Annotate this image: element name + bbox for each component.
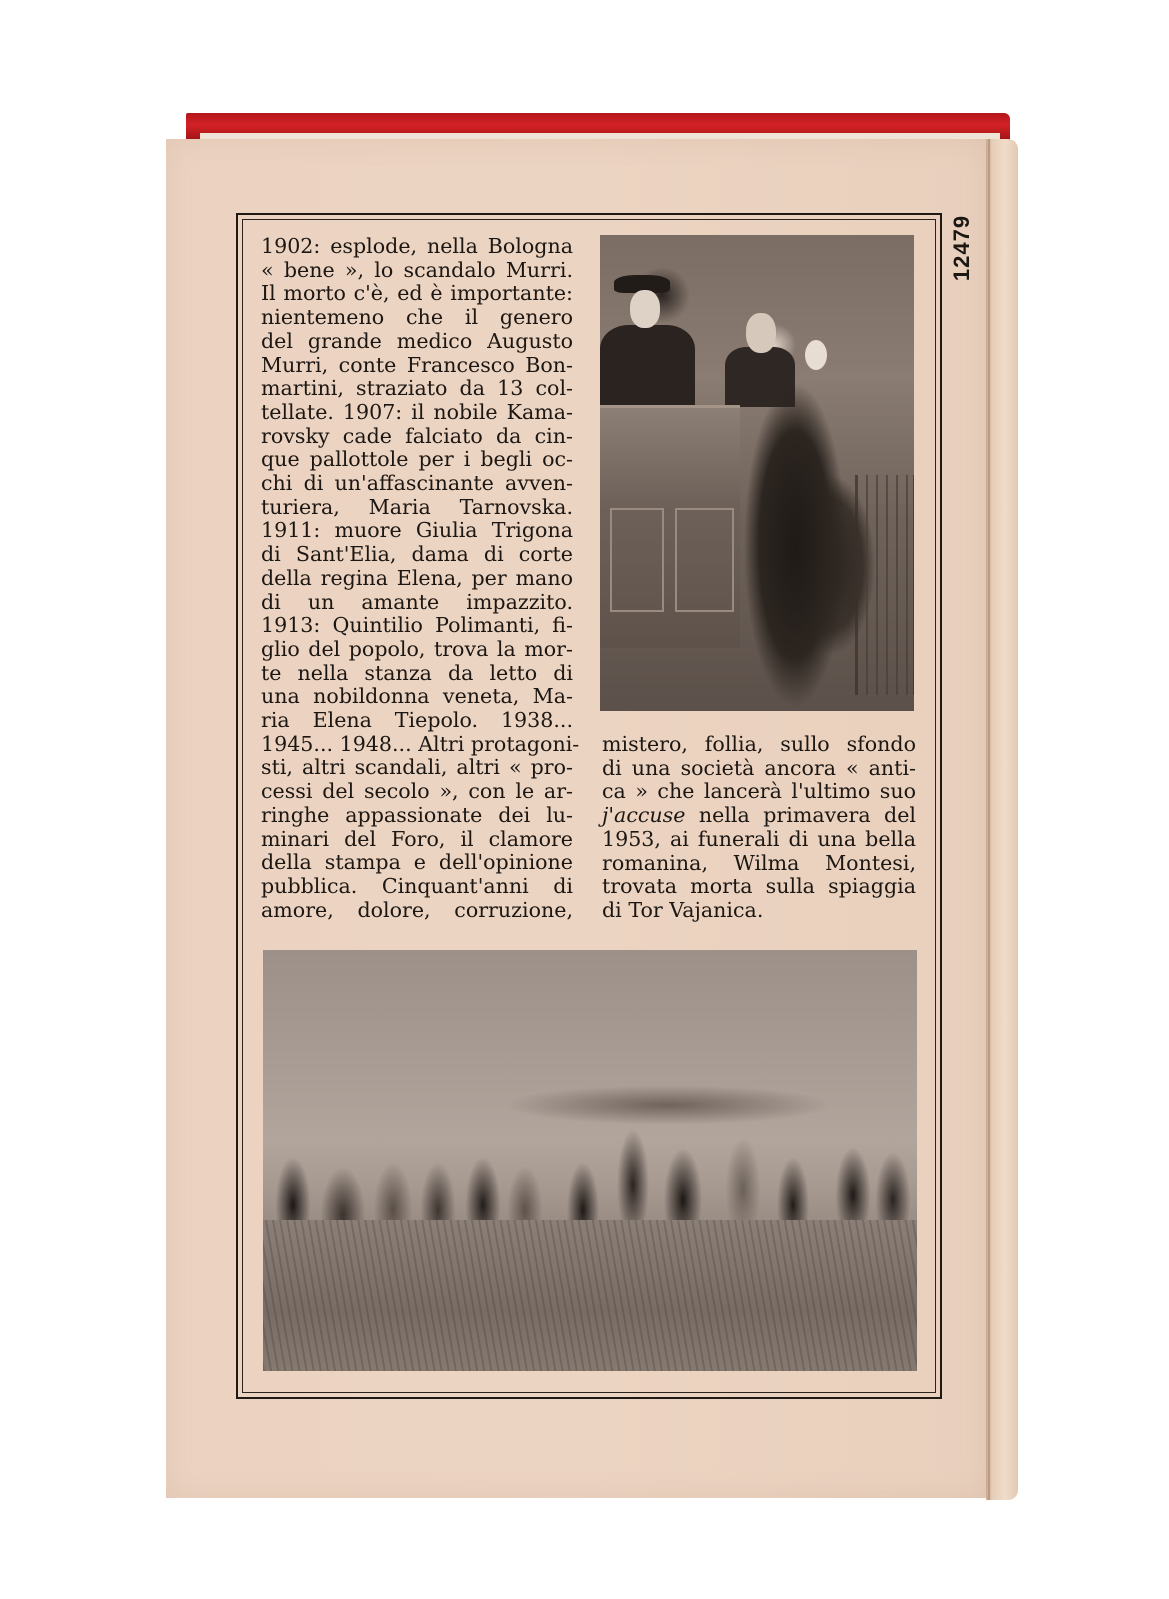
blurb-line: 1902: esplode, nella Bologna: [261, 234, 573, 258]
blurb-line: chi di un'affascinante avven-: [261, 471, 573, 496]
judge-figure: [600, 325, 695, 405]
blurb-line: que pallottole per i begli oc-: [261, 447, 573, 472]
blurb-line: Murri, conte Francesco Bon-: [261, 352, 573, 377]
blurb-line: ria Elena Tiepolo. 1938...: [261, 708, 573, 733]
bench-panel: [675, 508, 734, 612]
blurb-line: cessi del secolo », con le ar-: [261, 779, 573, 804]
blurb-line: tellate. 1907: il nobile Kama-: [261, 399, 573, 424]
catalog-number: 12479: [949, 214, 974, 282]
blurb-line: nientemeno che il genero: [261, 305, 573, 330]
blurb-line: della regina Elena, per mano: [261, 565, 573, 590]
blurb-line: una nobildonna veneta, Ma-: [261, 684, 573, 709]
blurb-right-column: [602, 733, 916, 923]
blurb-line: mistero, follia, sullo sfondo: [602, 732, 916, 756]
blurb-left-column: [261, 234, 580, 922]
blurb-line: ca » che lancerà l'ultimo suo: [602, 779, 916, 804]
woman-in-fur-figure: [730, 315, 860, 711]
blurb-line: rovsky cade falciato da cin-: [261, 423, 573, 448]
blurb-line: di Tor Vajanica.: [602, 897, 764, 922]
blurb-line: di Sant'Elia, dama di corte: [261, 542, 573, 567]
beach-crowd-photo: [263, 950, 917, 1371]
blurb-line: romanina, Wilma Montesi,: [602, 850, 916, 875]
blurb-line: « bene », lo scandalo Murri.: [261, 257, 573, 282]
blurb-line: ringhe appassionate dei lu-: [261, 802, 573, 827]
woman-face: [805, 340, 827, 370]
blurb-line: amore, dolore, corruzione,: [261, 897, 573, 922]
blurb-line: turiera, Maria Tarnovska.: [261, 494, 573, 519]
blurb-line: trovata morta sulla spiaggia: [602, 874, 916, 899]
blurb-line: pubblica. Cinquant'anni di: [261, 873, 573, 898]
blurb-line: di una società ancora « anti-: [602, 755, 916, 780]
bench-panel: [610, 508, 664, 612]
blurb-line: della stampa e dell'opinione: [261, 850, 573, 875]
judge-face: [630, 290, 660, 328]
blurb-line: martini, straziato da 13 col-: [261, 376, 573, 401]
blurb-line: 1911: muore Giulia Trigona: [261, 518, 573, 543]
blurb-line: Il morto c'è, ed è importante:: [261, 281, 573, 306]
blurb-line-jaccuse: j'accuse nella primavera del: [602, 803, 916, 828]
blurb-line: 1953, ai funerali di una bella: [602, 826, 916, 851]
spine-hinge: [986, 139, 1018, 1500]
blurb-line: te nella stanza da letto di: [261, 660, 573, 685]
chair: [855, 475, 914, 695]
sea-wave: [503, 1085, 833, 1125]
blurb-line: glio del popolo, trova la mor-: [261, 636, 573, 661]
blurb-line: 1913: Quintilio Polimanti, fi-: [261, 613, 573, 638]
courtroom-bench: [600, 405, 740, 648]
blurb-line: sti, altri scandali, altri « pro-: [261, 755, 573, 780]
italic-jaccuse: j'accuse: [602, 803, 686, 828]
blurb-line: minari del Foro, il clamore: [261, 826, 573, 851]
courtroom-illustration: [600, 235, 914, 711]
blurb-line: di un amante impazzito.: [261, 589, 573, 614]
hinge-crease: [988, 139, 990, 1500]
dune-grass: [263, 1220, 917, 1371]
blurb-line: 1945... 1948... Altri protagoni-: [261, 731, 580, 756]
blurb-line: del grande medico Augusto: [261, 328, 573, 353]
